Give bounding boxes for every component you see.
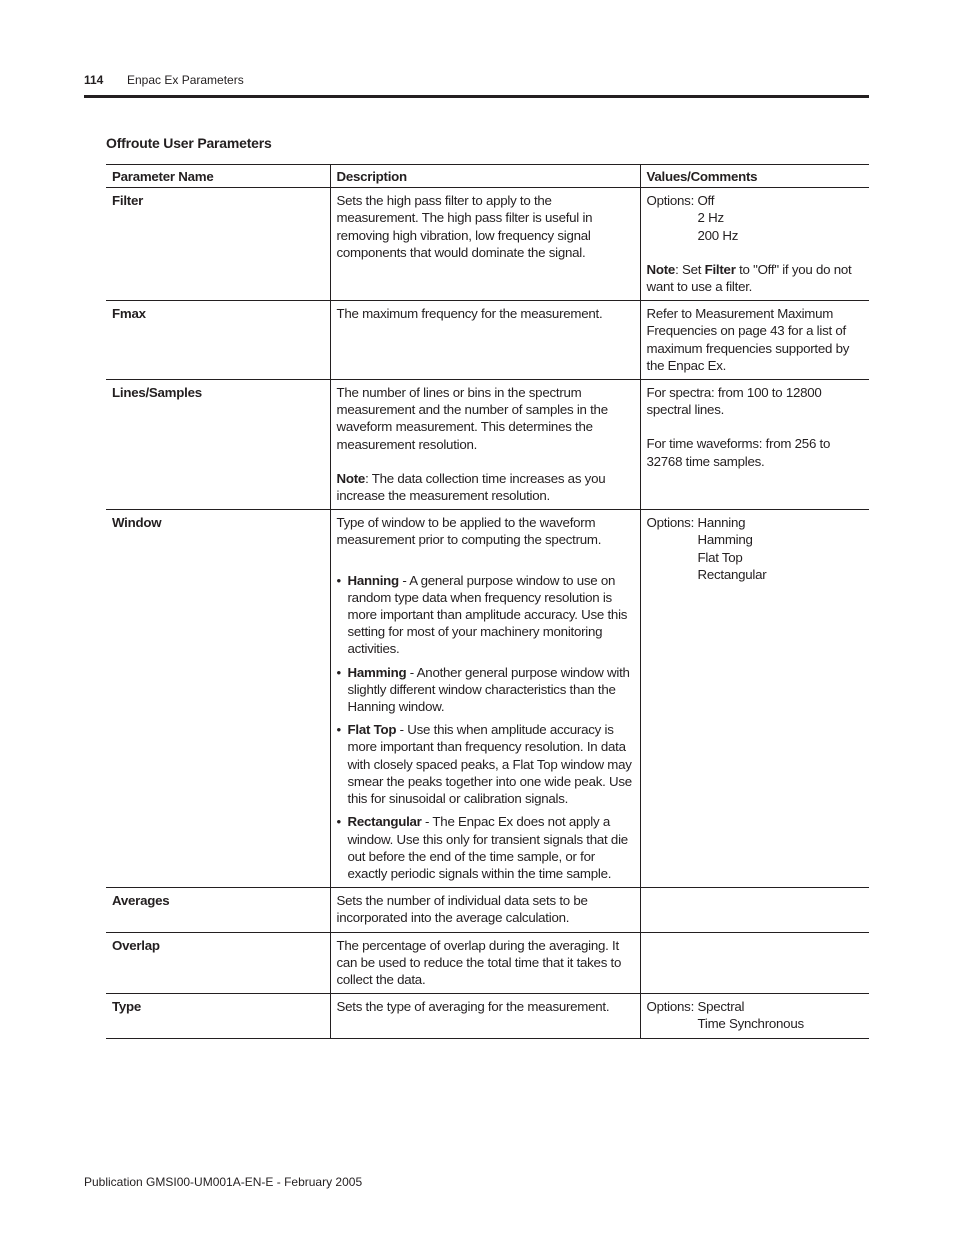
note-label: Note [336,470,366,486]
column-header: Description [330,165,640,188]
table-row [106,380,869,510]
bullet-term: Hamming [347,664,407,680]
note-text: : The data collection time increases as you increase the measurement resolution. [336,470,606,504]
column-header: Parameter Name [112,169,214,184]
page-number: 114 [84,73,104,87]
bullet-term: Flat Top [347,722,397,738]
option-item: 200 Hz [697,227,739,243]
column-header: Values/Comments [640,165,869,188]
bullet-item [337,572,635,658]
bullet-term: Rectangular [347,814,422,830]
description-text: The number of lines or bins in the spectrum measurement and the number of samples in the waveform measurement. This determines the measurement resolution. [336,385,608,452]
table-header-row [106,165,869,188]
header-rule [84,95,869,98]
parameter-values: Refer to Measurement Maximum Frequencies on page 43 for a list of maximum frequencies supported by the Enpac Ex. [640,301,869,380]
parameter-values [640,888,869,932]
parameter-name: Type [112,999,142,1015]
parameter-name: Filter [112,193,144,209]
values-spectra: For spectra: from 100 to 12800 spectral lines. [646,385,822,418]
bullet-icon: • [336,572,341,588]
bullet-text: - Another general purpose window with slightly different window characteristics than the Hanning window. [347,664,630,715]
parameter-description: Sets the high pass filter to apply to the measurement. The high pass filter is useful in removing high vibration, low frequency signal components that would dominate the signal. [330,188,640,301]
table-row [106,888,869,932]
option-item: Time Synchronous [697,1016,804,1032]
parameters-table [106,164,869,1039]
section-title: Offroute User Parameters [106,135,272,151]
parameter-description: The maximum frequency for the measurement. [330,301,640,380]
parameter-name: Fmax [112,306,146,322]
options-label: Options: Off [646,193,715,209]
bullet-item [337,813,635,882]
note [647,261,865,295]
table-row [106,188,869,301]
note-text: : Set [675,261,705,277]
options-label: Options: Hanning [646,515,746,531]
bullet-icon: • [336,814,341,830]
parameter-values [640,510,869,888]
options-label: Options: Spectral [646,999,745,1015]
bullet-icon: • [336,722,341,738]
bullet-text: - The Enpac Ex does not apply a window. Use this only for transient signals that die out before the end of the time sample, or for exactly periodic signals within the time sample. [347,814,628,881]
table-row [106,994,869,1038]
bullet-text: - A general purpose window to use on random type data when frequency resolution is more important than amplitude accuracy. Use this setting for most of your machinery monitoring activities. [347,572,628,657]
bullet-item [337,664,635,716]
bullet-item [337,721,635,807]
parameter-values [640,188,869,301]
parameter-values [640,380,869,510]
option-item: Flat Top [697,549,743,565]
table-row [106,932,869,994]
parameter-description [330,380,640,510]
option-item: Rectangular [697,566,767,582]
bullet-term: Hanning [347,572,399,588]
parameter-description: Sets the number of individual data sets to be incorporated into the average calculation. [330,888,640,932]
running-header: Enpac Ex Parameters [127,73,244,87]
parameter-description [330,510,640,888]
bullet-text: - Use this when amplitude accuracy is more important than frequency resolution. In data with closely spaced peaks, a Flat Top window may smear the peaks together into one wide peak. Use this for sinusoidal or calibration signals. [347,722,632,807]
parameter-description: Sets the type of averaging for the measurement. [330,994,640,1038]
values-waveforms: For time waveforms: from 256 to 32768 time samples. [646,436,831,469]
note-text: to "Off" if you do not want to use a filter. [646,261,852,295]
bullet-icon: • [336,664,341,680]
note [337,470,635,504]
table-row [106,301,869,380]
note-label: Note [646,261,676,277]
parameter-values [640,932,869,994]
parameter-name: Window [112,515,162,531]
publication-footer: Publication GMSI00-UM001A-EN-E - February 2005 [84,1175,363,1189]
parameter-name: Averages [112,893,170,909]
parameter-description: The percentage of overlap during the averaging. It can be used to reduce the total time that it takes to collect the data. [330,932,640,994]
parameter-values [640,994,869,1038]
parameter-name: Overlap [112,937,160,953]
description-text: Type of window to be applied to the waveform measurement prior to computing the spectrum. [336,515,602,548]
table-row [106,510,869,888]
option-item: 2 Hz [697,210,724,226]
note-keyword: Filter [704,261,736,277]
parameter-name: Lines/Samples [112,385,202,401]
option-item: Hamming [697,532,753,548]
